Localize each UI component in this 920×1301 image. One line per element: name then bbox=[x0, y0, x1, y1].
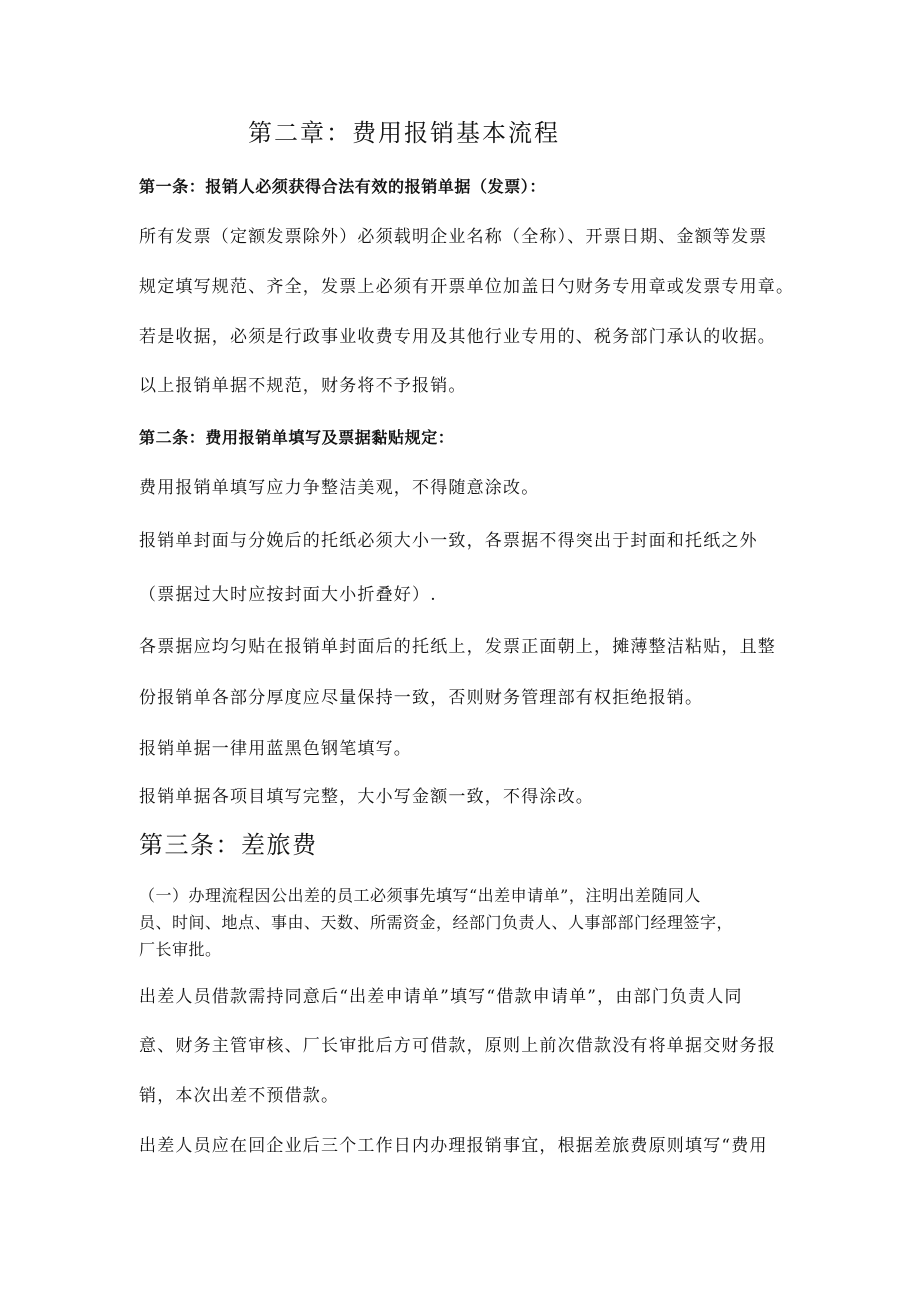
article-1-line: 若是收据，必须是行政事业收费专用及其他行业专用的、税务部门承认的收据。 bbox=[139, 327, 776, 347]
article-1-line: 以上报销单据不规范，财务将不予报销。 bbox=[139, 376, 467, 396]
article-3-item-1-line: 厂长审批。 bbox=[139, 940, 222, 959]
article-1-line: 规定填写规范、齐全，发票上必须有开票单位加盖日勺财务专用章或发票专用章。 bbox=[139, 277, 795, 297]
article-3-item-1-line: 员、时间、地点、事由、天数、所需资金，经部门负责人、人事部部门经理签字， bbox=[139, 913, 734, 932]
article-2-heading: 第二条：费用报销单填写及票据黏贴规定： bbox=[139, 428, 455, 447]
article-3-line: 销，本次出差不预借款。 bbox=[139, 1086, 340, 1106]
article-2-line: 报销单据一律用蓝黑色钢笔填写。 bbox=[139, 739, 412, 759]
article-1-heading: 第一条：报销人必须获得合法有效的报销单据（发票）： bbox=[139, 177, 547, 196]
article-3-heading: 第三条：差旅费 bbox=[139, 831, 318, 859]
article-3-item-1-line: （一）办理流程因公出差的员工必须事先填写“出差申请单”，注明出差随同人 bbox=[139, 886, 701, 905]
article-2-line: 各票据应均匀贴在报销单封面后的托纸上，发票正面朝上，摊薄整洁粘贴，且整 bbox=[139, 637, 776, 657]
article-2-line: 报销单据各项目填写完整，大小写金额一致，不得涂改。 bbox=[139, 787, 594, 807]
article-2-line: 费用报销单填写应力争整洁美观，不得随意涂改。 bbox=[139, 478, 540, 498]
article-3-line: 出差人员应在回企业后三个工作日内办理报销事宜，根据差旅费原则填写“费用 bbox=[139, 1136, 768, 1156]
article-2-line: （票据过大时应按封面大小折叠好）. bbox=[139, 585, 437, 605]
article-1-line: 所有发票（定额发票除外）必须载明企业名称（全称）、开票日期、金额等发票 bbox=[139, 227, 768, 247]
article-3-line: 意、财务主管审核、厂长审批后方可借款，原则上前次借款没有将单据交财务报 bbox=[139, 1036, 776, 1056]
article-2-line: 报销单封面与分娩后的托纸必须大小一致，各票据不得突出于封面和托纸之外 bbox=[139, 531, 758, 551]
article-3-line: 出差人员借款需持同意后“出差申请单”填写“借款申请单”，由部门负责人同 bbox=[139, 987, 743, 1007]
article-2-line: 份报销单各部分厚度应尽量保持一致，否则财务管理部有权拒绝报销。 bbox=[139, 688, 704, 708]
chapter-title: 第二章：费用报销基本流程 bbox=[248, 119, 560, 147]
